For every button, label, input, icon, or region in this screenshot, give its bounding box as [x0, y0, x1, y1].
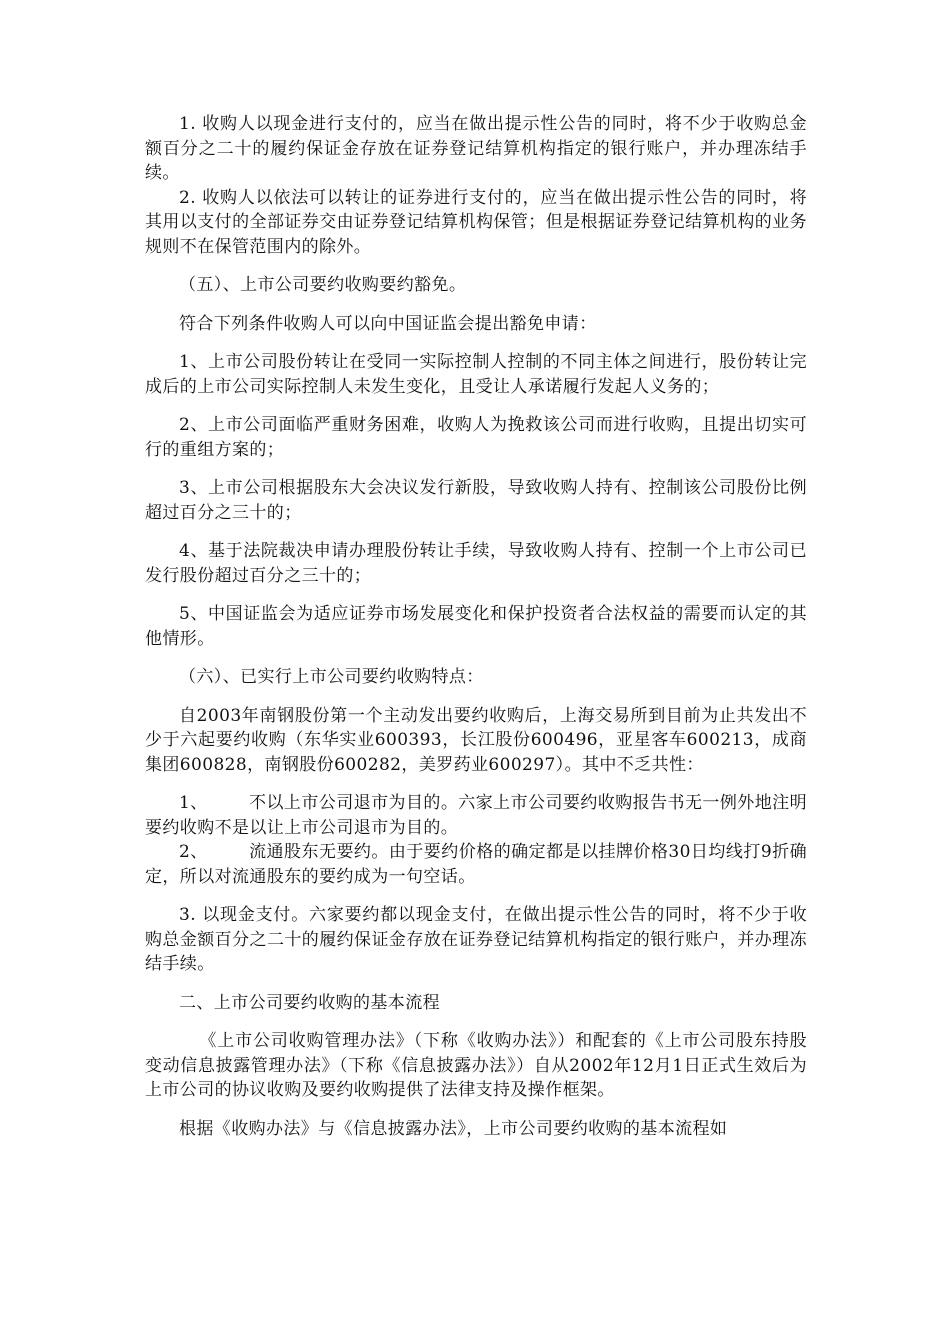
exemption-item-4: 4、基于法院裁决申请办理股份转让手续，导致收购人持有、控制一个上市公司已发行股份超过百分之三十的；: [145, 541, 807, 586]
feature-item-2-text: 流通股东无要约。由于要约价格的确定都是以挂牌价格30日均线打9折确定，所以对流通股东的要约成为一句空话。: [145, 842, 807, 887]
section-heading-process: 二、上市公司要约收购的基本流程: [179, 992, 440, 1013]
feature-item-1-text: 不以上市公司退市为目的。六家上市公司要约收购报告书无一例外地注明要约收购不是以让上市公司退市为目的。: [145, 793, 807, 838]
list-number: 1、: [179, 793, 208, 813]
exemption-item-1: 1、上市公司股份转让在受同一实际控制人控制的不同主体之间进行，股份转让完成后的上市公司实际控制人未发生变化，且受让人承诺履行发起人义务的；: [145, 352, 807, 397]
paragraph-securities-payment: 2. 收购人以依法可以转让的证券进行支付的，应当在做出提示性公告的同时，将其用以支付的全部证券交由证券登记结算机构保管；但是根据证券登记结算机构的业务规则不在保管范围内的除外。: [145, 187, 807, 257]
section-heading-exemption: （五）、上市公司要约收购要约豁免。: [179, 275, 467, 295]
paragraph-exemption-intro: 符合下列条件收购人可以向中国证监会提出豁免申请：: [179, 313, 597, 334]
paragraph-features-intro: 自2003年南钢股份第一个主动发出要约收购后，上海交易所到目前为止共发出不少于六起要约收购（东华实业600393，长江股份600496，亚星客车600213，成商集团600828，南钢股份600282，美罗药业600297）。其中不乏共性：: [145, 705, 807, 775]
paragraph-regulations: 《上市公司收购管理办法》（下称《收购办法》）和配套的《上市公司股东持股变动信息披露管理办法》（下称《信息披露办法》）自从2002年12月1日正式生效后为上市公司的协议收购及要约收购提供了法律支持及操作框架。: [145, 1031, 807, 1100]
paragraph-process-intro: 根据《收购办法》与《信息披露办法》，上市公司要约收购的基本流程如: [179, 1118, 728, 1139]
exemption-item-5: 5、中国证监会为适应证券市场发展变化和保护投资者合法权益的需要而认定的其他情形。: [145, 604, 807, 649]
exemption-item-3: 3、上市公司根据股东大会决议发行新股，导致收购人持有、控制该公司股份比例超过百分之三十的；: [145, 478, 807, 523]
feature-item-1: [145, 791, 807, 840]
section-heading-features: （六）、已实行上市公司要约收购特点：: [179, 667, 484, 687]
document-page: [145, 112, 807, 1141]
feature-item-2: [145, 840, 807, 889]
list-number: 2、: [179, 842, 208, 862]
feature-item-3: 3. 以现金支付。六家要约都以现金支付，在做出提示性公告的同时，将不少于收购总金额百分之二十的履约保证金存放在证券登记结算机构指定的银行账户，并办理冻结手续。: [145, 905, 807, 974]
paragraph-cash-payment: 1. 收购人以现金进行支付的，应当在做出提示性公告的同时，将不少于收购总金额百分之二十的履约保证金存放在证券登记结算机构指定的银行账户，并办理冻结手续。: [145, 114, 807, 183]
exemption-item-2: 2、上市公司面临严重财务困难，收购人为挽救该公司而进行收购，且提出切实可行的重组方案的；: [145, 415, 807, 460]
